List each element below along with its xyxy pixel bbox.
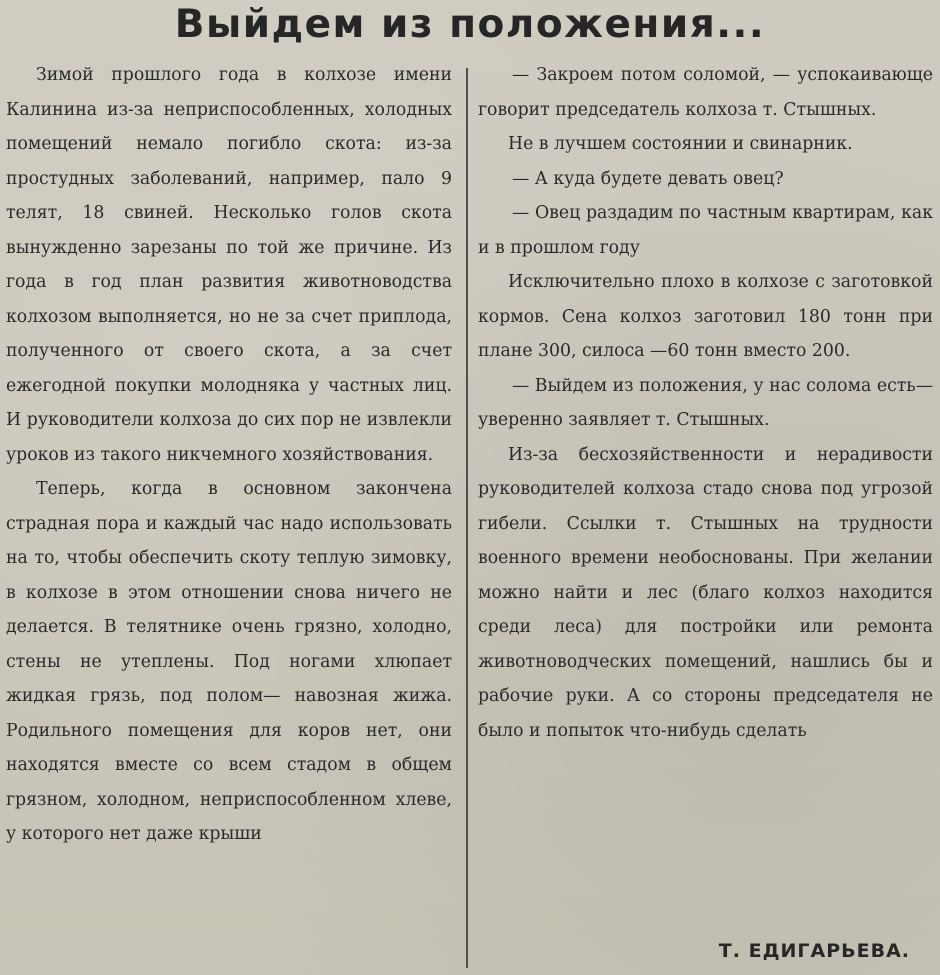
left-paragraph-1: Зимой прошлого года в колхозе имени Калинина из-за неприспособленных, холодных помещений немало погибло скота: из-за простудных заболеваний, например, пало 9 телят, 18 свиней. Несколько голов скота вынужденно зарезаны по той же причине. Из года в год план развития животноводства колхозом выполняется, но не за счет приплода, полученного от своего скота, а за счет ежегодной покупки молодняка у частных лиц. И руководители колхоза до сих пор не извлекли уроков из такого никчемного хозяйствования. (6, 65, 452, 465)
right-paragraph-4: — Овец раздадим по частным квартирам, как и в прошлом году (478, 203, 933, 258)
article-headline: Выйдем из положения... (174, 2, 766, 47)
author-signature: Т. ЕДИГАРЬЕВА. (718, 940, 910, 962)
column-divider (466, 68, 468, 968)
left-paragraph-2: Теперь, когда в основном закончена страдная пора и каждый час надо использовать на то, чтобы обеспечить скоту теплую зимовку, в колхозе в этом отношении снова ничего не делается. В телятнике очень грязно, холодно, стены не утеплены. Под ногами хлюпает жидкая грязь, под полом— навозная жижа. Родильного помещения для коров нет, они находятся вместе со всем стадом в общем грязном, холодном, неприспособленном хлеве, у которого нет даже крыши (6, 479, 452, 844)
right-paragraph-1: — Закроем потом соломой, — успокаивающе говорит председатель колхоза т. Стышных. (478, 65, 933, 120)
right-paragraph-6: — Выйдем из положения, у нас солома есть—уверенно заявляет т. Стышных. (478, 375, 933, 430)
right-column (478, 58, 933, 748)
right-paragraph-2: Не в лучшем состоянии и свинарник. (508, 134, 853, 154)
right-paragraph-7: Из-за бесхозяйственности и нерадивости руководителей колхоза стадо снова под угрозой гибели. Ссылки т. Стышных на трудности военного времени необоснованы. При желании можно найти и лес (благо колхоз находится среди леса) для постройки или ремонта животноводческих помещений, нашлись бы и рабочие руки. А со стороны председателя не было и попыток что-нибудь сделать (478, 444, 933, 741)
right-paragraph-3: — А куда будете девать овец? (512, 168, 784, 189)
right-paragraph-5: Исключительно плохо в колхозе с заготовкой кормов. Сена колхоз заготовил 180 тонн при плане 300, силоса —60 тонн вместо 200. (478, 272, 933, 361)
left-column (6, 58, 452, 852)
